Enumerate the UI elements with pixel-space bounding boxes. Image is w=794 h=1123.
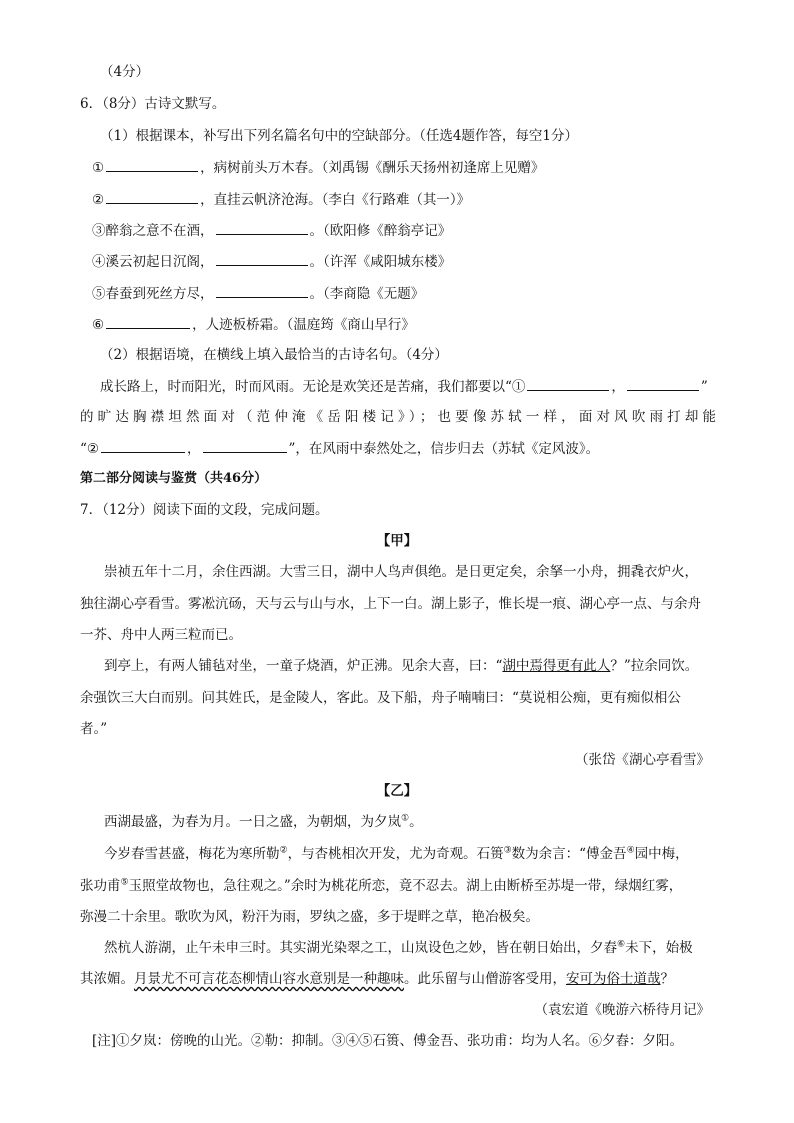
note-marker-2: ② bbox=[279, 845, 288, 856]
jia-para1-line1: 崇祯五年十二月，余住西湖。大雪三日，湖中人鸟声俱绝。是日更定矣，余拏一小舟，拥毳衣炉火， bbox=[104, 564, 698, 580]
wavy-underlined-sentence: 月景尤不可言花态柳情山容水意别是一种趣味 bbox=[134, 971, 404, 987]
answer-blank[interactable] bbox=[203, 438, 287, 453]
yi-para2-line3: 弥漫二十余里。歌吹为风，粉汗为雨，罗纨之盛，多于堤畔之草，艳冶极矣。 bbox=[80, 909, 539, 925]
note-marker-3: ③ bbox=[503, 845, 512, 856]
note-marker-1: ① bbox=[401, 813, 410, 824]
q6-item-4: ④溪云初起日沉阁， 。（许浑《咸阳城东楼》 bbox=[92, 251, 451, 272]
answer-blank[interactable] bbox=[101, 438, 185, 453]
jia-source: （张岱《湖心亭看雪》 bbox=[575, 752, 710, 768]
q7-title: 7．（12分）阅读下面的文段，完成问题。 bbox=[80, 502, 329, 518]
q6-item-1: ① ，病树前头万木春。（刘禹锡《酬乐天扬州初逢席上见赠》 bbox=[92, 157, 544, 178]
yi-para1: 西湖最盛，为春为月。一日之盛，为朝烟，为夕岚①。 bbox=[104, 813, 423, 830]
jia-para2-line2: 余强饮三大白而别。问其姓氏，是金陵人，客此。及下船，舟子喃喃曰：“莫说相公痴，更有痴似相公 bbox=[80, 690, 681, 706]
yi-para3-line1: 然杭人游湖，止午未申三时。其实湖光染翠之工，山岚设色之妙，皆在朝日始出，夕舂⑥未下，始极 bbox=[104, 939, 693, 956]
yi-para3-line2: 其浓媚。月景尤不可言花态柳情山容水意别是一种趣味。此乐留与山僧游客受用，安可为俗士道哉？ bbox=[80, 971, 674, 987]
jia-para2-line3: 者。” bbox=[80, 721, 108, 737]
q6-sub2: （2）根据语境，在横线上填入最恰当的古诗名句。（4分） bbox=[100, 347, 448, 363]
q6-context-line3: “② ， ”，在风雨中泰然处之，信步归去（苏轼《定风波》。 bbox=[80, 438, 599, 459]
passage-yi-heading: 【乙】 bbox=[376, 783, 418, 799]
passage-jia-heading: 【甲】 bbox=[376, 533, 418, 549]
q6-item-2: ② ，直挂云帆济沧海。（李白《行路难（其一）》 bbox=[92, 189, 470, 210]
jia-para1-line2: 独往湖心亭看雪。雾凇沆砀，天与云与山与水，上下一白。湖上影子，惟长堤一痕、湖心亭一点、与余舟 bbox=[80, 596, 701, 612]
answer-blank[interactable] bbox=[216, 283, 308, 298]
note-marker-6: ⑥ bbox=[617, 939, 626, 950]
answer-blank[interactable] bbox=[216, 220, 308, 235]
q6-item-3: ③醉翁之意不在酒， 。（欧阳修《醉翁亭记》 bbox=[92, 220, 451, 241]
footnote: [注]①夕岚：傍晚的山光。②勒：抑制。③④⑤石篑、傅金吾、张功甫：均为人名。⑥夕舂：夕阳。 bbox=[92, 1033, 684, 1049]
answer-blank[interactable] bbox=[106, 189, 198, 204]
q6-item-5: ⑤春蚕到死丝方尽， 。（李商隐《无题》 bbox=[92, 283, 424, 304]
note-marker-4: ④ bbox=[626, 845, 635, 856]
yi-source: （袁宏道《晚游六桥待月记》 bbox=[534, 1002, 710, 1018]
yi-para2-line1: 今岁春雪甚盛，梅花为寒所勒②，与杏桃相次开发，尤为奇观。石篑③数为余言：“傅金吾④园中梅， bbox=[104, 845, 689, 862]
answer-blank[interactable] bbox=[216, 251, 308, 266]
answer-blank[interactable] bbox=[106, 157, 198, 172]
q6-item-6: ⑥ ，人迹板桥霜。（温庭筠《商山早行》 bbox=[92, 314, 415, 335]
q6-context-line1: 成长路上，时而阳光，时而风雨。无论是欢笑还是苦痛，我们都要以“① ， ” bbox=[100, 376, 708, 397]
q5-score: （4分） bbox=[100, 64, 150, 80]
part2-heading: 第二部分阅读与鉴赏（共46分） bbox=[80, 471, 268, 486]
jia-para1-line3: 一芥、舟中人两三粒而已。 bbox=[80, 627, 242, 643]
underlined-phrase: 安可为俗士道哉 bbox=[566, 971, 661, 987]
note-marker-5: ⑤ bbox=[120, 877, 129, 888]
answer-blank[interactable] bbox=[527, 376, 609, 391]
q6-context-line2: 的旷达胸襟坦然面对（范仲淹《岳阳楼记》）；也要像苏轼一样，面对风吹雨打却能 bbox=[80, 409, 716, 425]
yi-para2-line2: 张功甫⑤玉照堂故物也，急往观之。”余时为桃花所恋，竟不忍去。湖上由断桥至苏堤一带，绿烟红雾， bbox=[80, 877, 683, 894]
answer-blank[interactable] bbox=[106, 314, 190, 329]
q6-sub1: （1）根据课本，补写出下列名篇名句中的空缺部分。（任选4题作答，每空1分） bbox=[100, 128, 579, 144]
answer-blank[interactable] bbox=[627, 376, 699, 391]
jia-para2-line1: 到亭上，有两人铺毡对坐，一童子烧酒，炉正沸。见余大喜，曰：“湖中焉得更有此人？”拉余同饮。 bbox=[104, 658, 699, 674]
q6-title: 6．（8分）古诗文默写。 bbox=[80, 96, 226, 112]
underlined-sentence: 湖中焉得更有此人 bbox=[502, 658, 611, 674]
